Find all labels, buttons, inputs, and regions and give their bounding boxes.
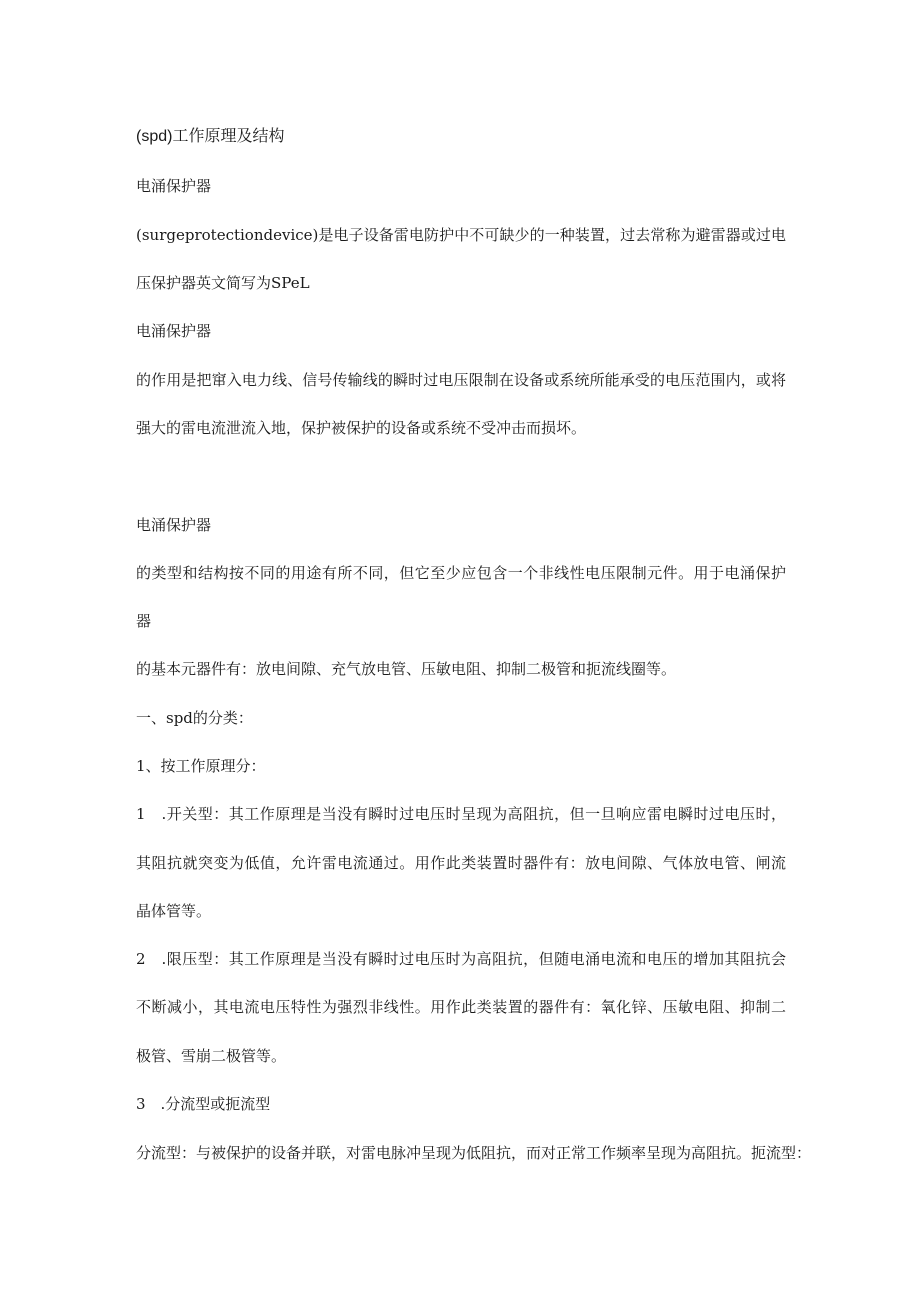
text-line: (surgeprotectiondevice)是电子设备雷电防护中不可缺少的一种装置，过去常称为避雷器或过电 xyxy=(136,226,786,244)
text-line: 的作用是把窜入电力线、信号传输线的瞬时过电压限制在设备或系统所能承受的电压范围内，或将 xyxy=(136,371,786,389)
text-line: 压保护器英文简写为SPeL xyxy=(136,274,310,292)
text-line: 器 xyxy=(136,612,152,630)
text-line: 1 .开关型：其工作原理是当没有瞬时过电压时呈现为高阻抗，但一旦响应雷电瞬时过电压时， xyxy=(136,805,786,823)
text-line: 的基本元器件有：放电间隙、充气放电管、压敏电阻、抑制二极管和扼流线圈等。 xyxy=(136,660,677,678)
text-line: 强大的雷电流泄流入地，保护被保护的设备或系统不受冲击而损坏。 xyxy=(136,419,587,437)
text-line: 的类型和结构按不同的用途有所不同，但它至少应包含一个非线性电压限制元件。用于电涌保护 xyxy=(136,564,786,582)
text-line: 3 .分流型或扼流型 xyxy=(136,1095,271,1113)
subsection-heading: 1、按工作原理分： xyxy=(136,757,266,775)
text-line: 2 .限压型：其工作原理是当没有瞬时过电压时为高阻抗，但随电涌电流和电压的增加其阻抗会 xyxy=(136,950,786,968)
text-line: 其阻抗就突变为低值，允许雷电流通过。用作此类装置时器件有：放电间隙、气体放电管、闸流 xyxy=(136,854,786,872)
text-line: 电涌保护器 xyxy=(136,322,212,340)
text-line: 电涌保护器 xyxy=(136,177,212,195)
document-title: (spd)工作原理及结构 xyxy=(136,128,285,145)
text-line: 分流型：与被保护的设备并联，对雷电脉冲呈现为低阻抗，而对正常工作频率呈现为高阻抗。扼流型： xyxy=(136,1144,812,1162)
text-line: 晶体管等。 xyxy=(136,902,212,920)
text-line: 极管、雪崩二极管等。 xyxy=(136,1047,287,1065)
text-line: 不断减小，其电流电压特性为强烈非线性。用作此类装置的器件有：氧化锌、压敏电阻、抑制二 xyxy=(136,998,786,1016)
section-heading: 一、spd的分类： xyxy=(136,709,253,727)
text-line: 电涌保护器 xyxy=(136,516,212,534)
